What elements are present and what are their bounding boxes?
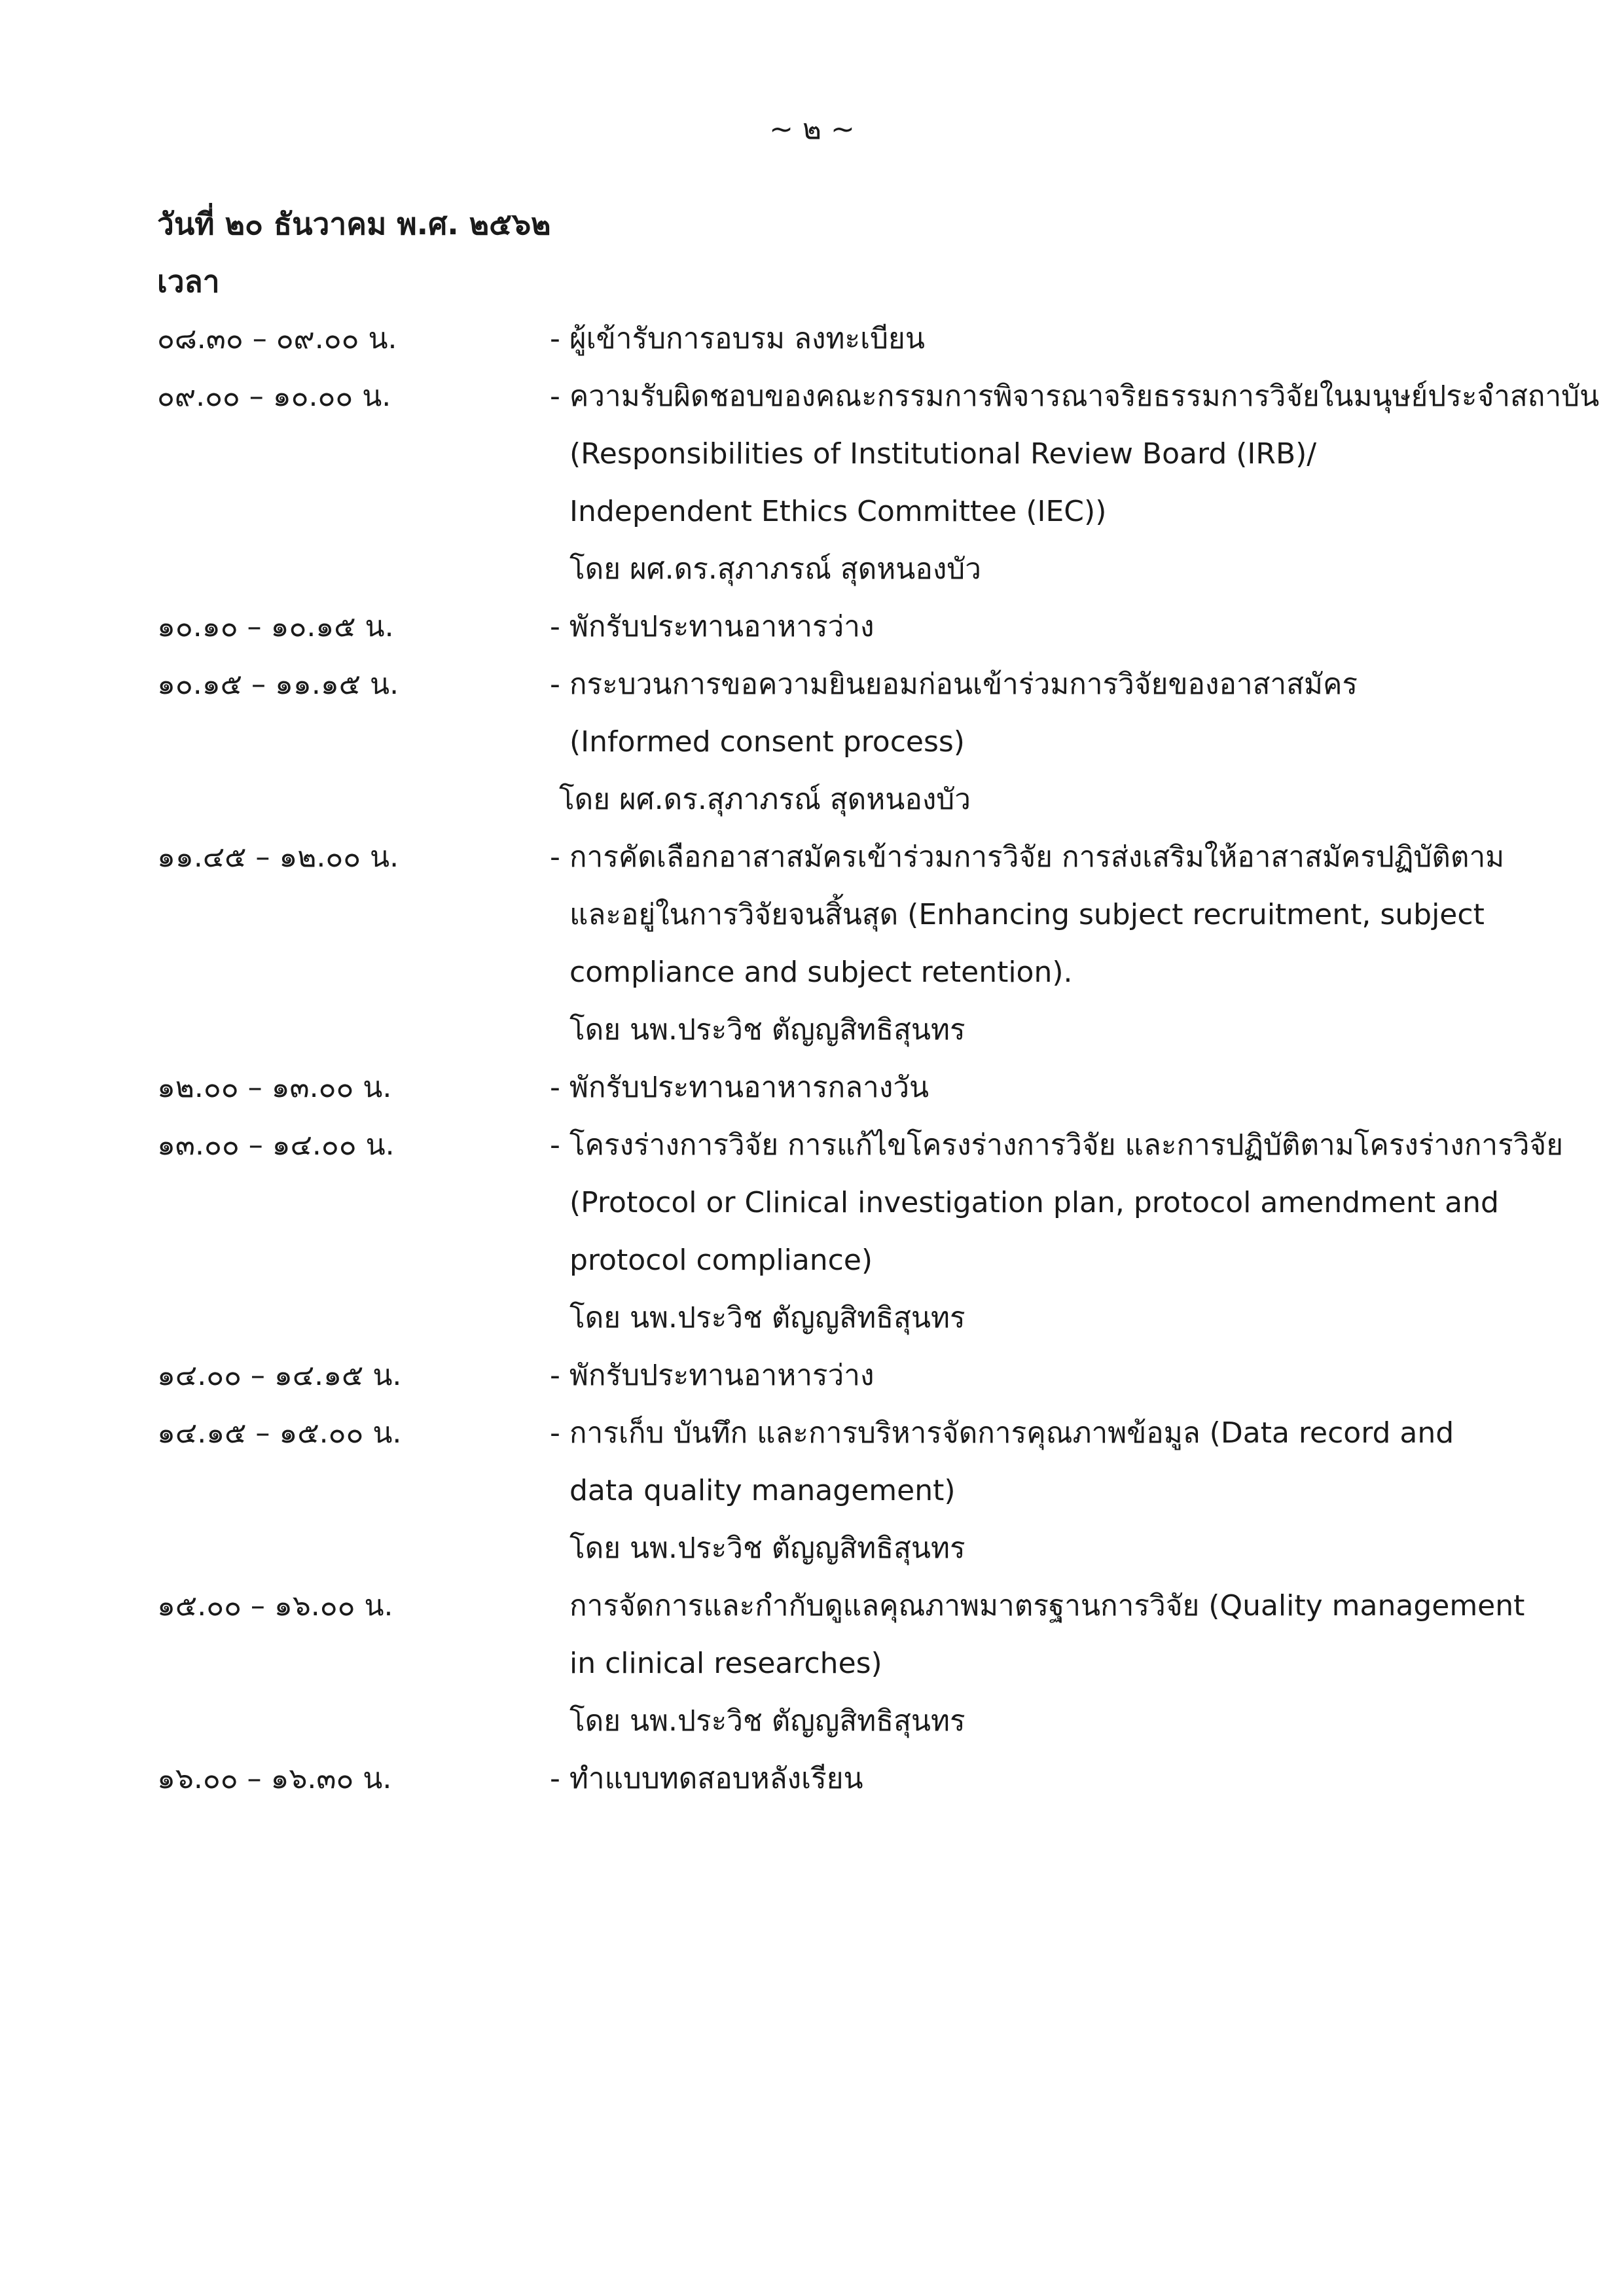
schedule-time: ๑๐.๑๕ – ๑๑.๑๕ น. [157,668,399,701]
date-heading: วันที่ ๒๐ ธันวาคม พ.ศ. ๒๕๖๒ [157,206,551,242]
schedule-line: - การเก็บ บันทึก และการบริหารจัดการคุณภาพข้อมูล (Data record and [550,1416,1454,1450]
schedule-line: - การคัดเลือกอาสาสมัครเข้าร่วมการวิจัย การส่งเสริมให้อาสาสมัครปฏิบัติตาม [550,840,1505,874]
schedule-time: ๑๕.๐๐ – ๑๖.๐๐ น. [157,1589,393,1623]
schedule-line: protocol compliance) [569,1244,873,1277]
schedule-line: compliance and subject retention). [569,956,1073,989]
schedule-line: (Protocol or Clinical investigation plan, protocol amendment and [569,1186,1499,1219]
schedule-line: - กระบวนการขอความยินยอมก่อนเข้าร่วมการวิจัยของอาสาสมัคร [550,668,1358,701]
schedule-time: ๑๑.๔๕ – ๑๒.๐๐ น. [157,840,399,874]
schedule-description [550,1414,1571,1587]
schedule-speaker: โดย นพ.ประวิช ตัญญสิทธิสุนทร [569,1301,965,1335]
schedule-line: (Responsibilities of Institutional Review Board (IRB)/ [569,437,1317,471]
schedule-description [550,1126,1571,1356]
schedule-description [550,319,1571,377]
schedule-time: ๐๙.๐๐ – ๑๐.๐๐ น. [157,380,391,413]
schedule-speaker: โดย นพ.ประวิช ตัญญสิทธิสุนทร [569,1704,965,1738]
schedule-line: - พักรับประทานอาหารกลางวัน [550,1071,929,1104]
schedule-line: - พักรับประทานอาหารว่าง [550,1359,875,1392]
schedule-time: ๑๒.๐๐ – ๑๓.๐๐ น. [157,1071,392,1104]
schedule-time: ๑๔.๐๐ – ๑๔.๑๕ น. [157,1359,402,1392]
schedule-time: ๑๔.๑๕ – ๑๕.๐๐ น. [157,1416,402,1450]
schedule-line: - ความรับผิดชอบของคณะกรรมการพิจารณาจริยธรรมการวิจัยในมนุษย์ประจำสถาบัน [550,380,1600,413]
schedule-description [550,665,1571,838]
schedule-description [550,607,1571,665]
schedule-line: - โครงร่างการวิจัย การแก้ไขโครงร่างการวิจัย และการปฏิบัติตามโครงร่างการวิจัย [550,1128,1563,1162]
schedule-speaker: โดย นพ.ประวิช ตัญญสิทธิสุนทร [569,1013,965,1047]
schedule-line: - ผู้เข้ารับการอบรม ลงทะเบียน [550,322,925,355]
schedule-line: data quality management) [569,1474,956,1507]
schedule-time: ๑๓.๐๐ – ๑๔.๐๐ น. [157,1128,395,1162]
schedule-description [550,1587,1571,1759]
schedule-line: in clinical researches) [569,1647,882,1680]
schedule-line: การจัดการและกำกับดูแลคุณภาพมาตรฐานการวิจัย (Quality management [569,1589,1525,1623]
schedule-speaker: โดย นพ.ประวิช ตัญญสิทธิสุนทร [569,1532,965,1565]
schedule-description [550,1068,1571,1126]
schedule-line: (Informed consent process) [569,725,965,759]
schedule-speaker: โดย ผศ.ดร.สุภาภรณ์ สุดหนองบัว [569,552,981,586]
schedule-description [550,838,1571,1068]
time-column-label: เวลา [157,264,220,299]
schedule-description [550,1759,1571,1817]
schedule-speaker: โดย ผศ.ดร.สุภาภรณ์ สุดหนองบัว [559,783,971,816]
schedule-time: ๑๐.๑๐ – ๑๐.๑๕ น. [157,610,394,643]
schedule-time: ๐๘.๓๐ – ๐๙.๐๐ น. [157,322,397,355]
schedule-line: - ทำแบบทดสอบหลังเรียน [550,1762,863,1795]
schedule-line: Independent Ethics Committee (IEC)) [569,495,1107,528]
schedule-description [550,377,1600,607]
schedule-time: ๑๖.๐๐ – ๑๖.๓๐ น. [157,1762,392,1795]
schedule-line: - พักรับประทานอาหารว่าง [550,610,875,643]
schedule-description [550,1356,1571,1414]
schedule-line: และอยู่ในการวิจัยจนสิ้นสุด (Enhancing subject recruitment, subject [569,898,1485,931]
page-number: ~ ๒ ~ [769,113,855,146]
